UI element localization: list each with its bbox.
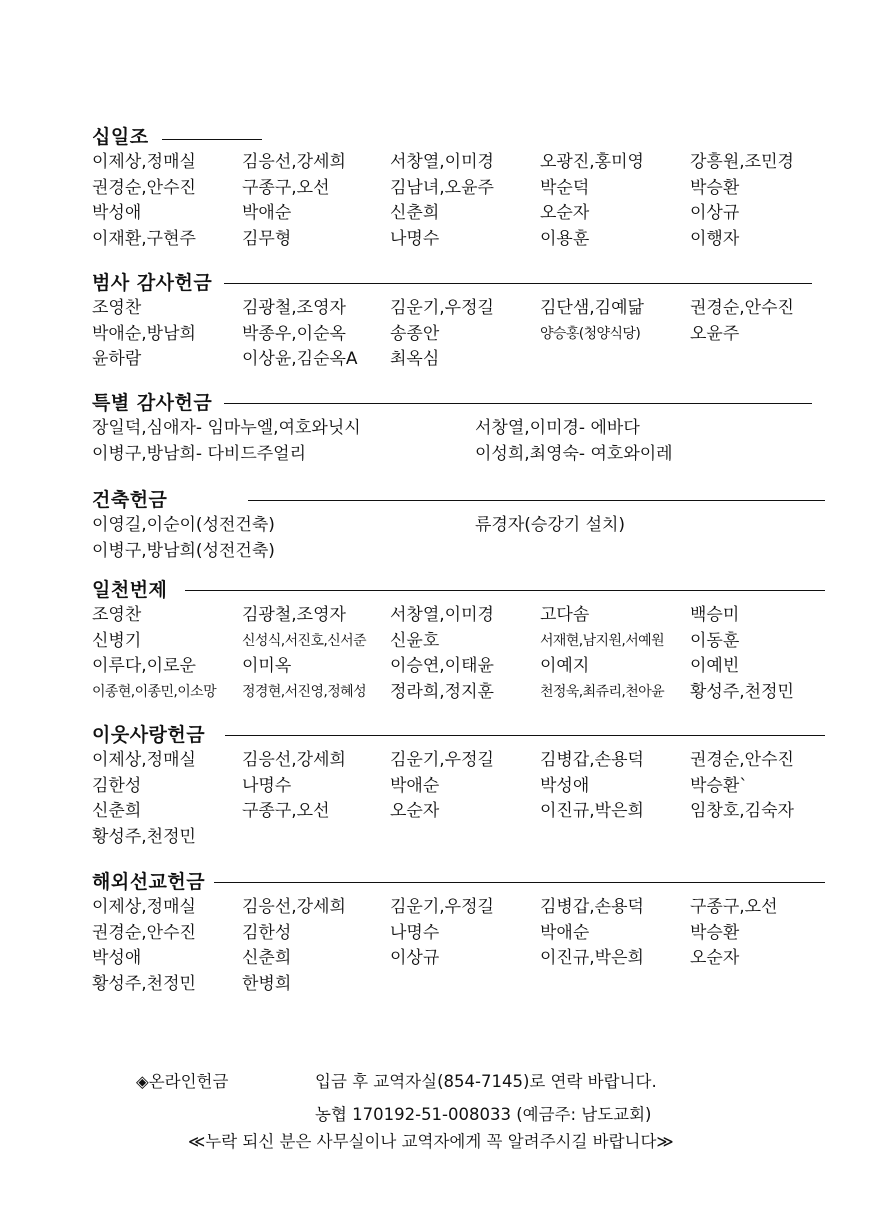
- name-cell: [690, 972, 827, 998]
- section-title: 이웃사랑헌금: [92, 724, 206, 746]
- name-cell: 최옥심: [390, 349, 440, 369]
- name-cell: 박순덕: [540, 177, 590, 198]
- notice-text: ≪누락 되신 분은 사무실이나 교역자에게 꼭 알려주시길 바랍니다≫: [188, 1132, 674, 1151]
- name-cell: 고다솜: [540, 605, 590, 625]
- section-rule: [224, 283, 812, 284]
- name-cell: [475, 539, 827, 565]
- name-cell: 김무형: [242, 228, 292, 249]
- name-grid: [92, 296, 827, 373]
- name-cell: 박성애: [92, 203, 142, 223]
- name-cell: 이병구,방남희(성전건축): [92, 540, 275, 561]
- name-cell: 신윤호: [390, 630, 440, 651]
- section-special-thanksgiving: [92, 390, 827, 467]
- name-cell: 김광철,조영자: [242, 605, 346, 625]
- name-cell: 김응선,강세희: [242, 152, 346, 172]
- name-cell: 박애순: [540, 922, 590, 943]
- name-cell: 이상규: [690, 203, 740, 223]
- name-cell: 권경순,안수진: [92, 922, 196, 943]
- name-cell: 신성식,서진호,신서준: [242, 632, 367, 649]
- name-cell: 김한성: [242, 922, 292, 943]
- section-rule: [248, 500, 825, 501]
- name-cell: 구종구,오선: [690, 897, 778, 917]
- name-cell: 이승연,이태윤: [390, 656, 494, 676]
- name-cell: 신춘희: [92, 801, 142, 821]
- name-cell: 류경자(승강기 설치): [475, 515, 626, 535]
- name-cell: 이병구,방남희- 다비드주얼리: [92, 443, 307, 464]
- name-cell: 구종구,오선: [242, 177, 330, 198]
- name-cell: 김응선,강세희: [242, 750, 346, 770]
- name-cell: 이진규,박은희: [540, 948, 644, 968]
- name-cell: 신춘희: [242, 948, 292, 968]
- name-cell: 김운기,우정길: [390, 897, 494, 917]
- name-cell: 박성애: [540, 775, 590, 796]
- name-cell: 조영찬: [92, 605, 142, 625]
- name-cell: [690, 347, 827, 373]
- name-cell: 정라희,정지훈: [390, 681, 494, 702]
- section-rule: [162, 139, 262, 140]
- name-cell: 이예빈: [690, 656, 740, 676]
- name-cell: 박승환`: [690, 775, 748, 796]
- name-grid: [92, 603, 827, 705]
- name-cell: 황성주,천정민: [92, 973, 196, 994]
- section-header: [92, 577, 827, 603]
- name-grid: [92, 416, 827, 467]
- name-cell: 김한성: [92, 775, 142, 796]
- name-cell: 김단샘,김예닮: [540, 298, 644, 318]
- section-thanksgiving: [92, 270, 827, 373]
- section-thousand-offering: [92, 577, 827, 705]
- name-cell: 김광철,조영자: [242, 298, 346, 318]
- name-cell: 이제상,정매실: [92, 152, 196, 172]
- name-cell: 이용훈: [540, 228, 590, 249]
- name-cell: 김병갑,손용덕: [540, 897, 644, 917]
- name-cell: 김남녀,오윤주: [390, 177, 494, 198]
- name-cell: 윤하람: [92, 349, 142, 369]
- name-cell: 박성애: [92, 948, 142, 968]
- section-header: [92, 487, 827, 513]
- section-title: 해외선교헌금: [92, 871, 206, 893]
- section-rule: [214, 882, 825, 883]
- name-cell: 이진규,박은희: [540, 801, 644, 821]
- name-cell: 이상윤,김순옥A: [242, 349, 358, 369]
- name-cell: 박승환: [690, 177, 740, 198]
- name-cell: 이영길,이순이(성전건축): [92, 515, 275, 535]
- name-grid: [92, 513, 827, 564]
- section-title: 범사 감사헌금: [92, 272, 213, 294]
- name-cell: 신병기: [92, 630, 142, 651]
- name-cell: [242, 825, 390, 851]
- name-cell: 박애순: [242, 203, 292, 223]
- name-cell: 박애순: [390, 775, 440, 796]
- name-cell: 권경순,안수진: [92, 177, 196, 198]
- name-cell: 김운기,우정길: [390, 750, 494, 770]
- name-cell: 서창열,이미경: [390, 605, 494, 625]
- name-cell: 서재현,남지원,서예원: [540, 632, 665, 649]
- name-cell: 이미옥: [242, 656, 292, 676]
- contact-instruction: 입금 후 교역자실(854-7145)로 연락 바랍니다.: [315, 1072, 657, 1091]
- section-rule: [224, 403, 812, 404]
- name-cell: 황성주,천정민: [690, 681, 794, 702]
- name-grid: [92, 748, 827, 850]
- name-cell: 김응선,강세희: [242, 897, 346, 917]
- name-cell: 나명수: [390, 228, 440, 249]
- name-cell: 황성주,천정민: [92, 826, 196, 847]
- name-cell: 서창열,이미경: [390, 152, 494, 172]
- name-cell: 백승미: [690, 605, 740, 625]
- name-cell: 이제상,정매실: [92, 750, 196, 770]
- name-cell: 정경현,서진영,정혜성: [242, 683, 367, 700]
- name-cell: 이성희,최영숙- 여호와이레: [475, 443, 673, 464]
- name-cell: 이예지: [540, 656, 590, 676]
- section-title: 건축헌금: [92, 489, 168, 511]
- name-cell: 나명수: [390, 922, 440, 943]
- name-cell: 김운기,우정길: [390, 298, 494, 318]
- name-grid: [92, 150, 827, 252]
- name-cell: 박애순,방남희: [92, 323, 196, 344]
- section-header: [92, 390, 827, 416]
- section-header: [92, 124, 827, 150]
- section-header: [92, 270, 827, 296]
- name-cell: 이상규: [390, 948, 440, 968]
- section-title: 일천번제: [92, 579, 168, 601]
- section-overseas-mission: [92, 869, 827, 997]
- name-cell: 신춘희: [390, 203, 440, 223]
- section-rule: [185, 590, 825, 591]
- name-cell: 이행자: [690, 228, 740, 249]
- name-cell: [540, 347, 690, 373]
- name-cell: 천정욱,최쥬리,천아윤: [540, 683, 665, 700]
- name-cell: 이종현,이종민,이소망: [92, 683, 217, 700]
- name-cell: 강흥원,조민경: [690, 152, 794, 172]
- name-cell: 오순자: [690, 948, 740, 968]
- section-rule: [225, 735, 825, 736]
- name-cell: [390, 972, 540, 998]
- name-cell: 박종우,이순옥: [242, 323, 346, 344]
- name-cell: 이루다,이로운: [92, 656, 196, 676]
- section-title: 특별 감사헌금: [92, 392, 213, 414]
- name-cell: 김병갑,손용덕: [540, 750, 644, 770]
- name-cell: 오광진,홍미영: [540, 152, 644, 172]
- name-cell: 서창열,이미경- 에바다: [475, 418, 640, 438]
- bank-account: 농협 170192-51-008033 (예금주: 남도교회): [315, 1105, 652, 1124]
- name-cell: 양승홍(청양식당): [540, 325, 641, 342]
- name-cell: 장일덕,심애자- 임마누엘,여호와닛시: [92, 418, 361, 438]
- name-cell: 구종구,오선: [242, 801, 330, 821]
- name-cell: 오순자: [540, 203, 590, 223]
- section-neighbor-love: [92, 722, 827, 850]
- name-cell: [690, 825, 827, 851]
- name-cell: 송종안: [390, 323, 440, 344]
- name-cell: 오윤주: [690, 323, 740, 344]
- section-tithe: [92, 124, 827, 252]
- section-title: 십일조: [92, 126, 149, 148]
- name-cell: [540, 825, 690, 851]
- name-cell: [390, 825, 540, 851]
- section-header: [92, 869, 827, 895]
- name-cell: 한병희: [242, 973, 292, 994]
- name-cell: 권경순,안수진: [690, 298, 794, 318]
- name-cell: 조영찬: [92, 298, 142, 318]
- name-cell: 이동훈: [690, 630, 740, 651]
- section-header: [92, 722, 827, 748]
- name-cell: 이재환,구현주: [92, 228, 196, 249]
- name-cell: [540, 972, 690, 998]
- name-cell: 박승환: [690, 922, 740, 943]
- name-grid: [92, 895, 827, 997]
- name-cell: 나명수: [242, 775, 292, 796]
- section-building-fund: [92, 487, 827, 564]
- footer: [0, 1070, 892, 1160]
- name-cell: 임창호,김숙자: [690, 801, 794, 821]
- name-cell: 이제상,정매실: [92, 897, 196, 917]
- name-cell: 권경순,안수진: [690, 750, 794, 770]
- online-offering-label: ◈온라인헌금: [136, 1072, 229, 1091]
- name-cell: 오순자: [390, 801, 440, 821]
